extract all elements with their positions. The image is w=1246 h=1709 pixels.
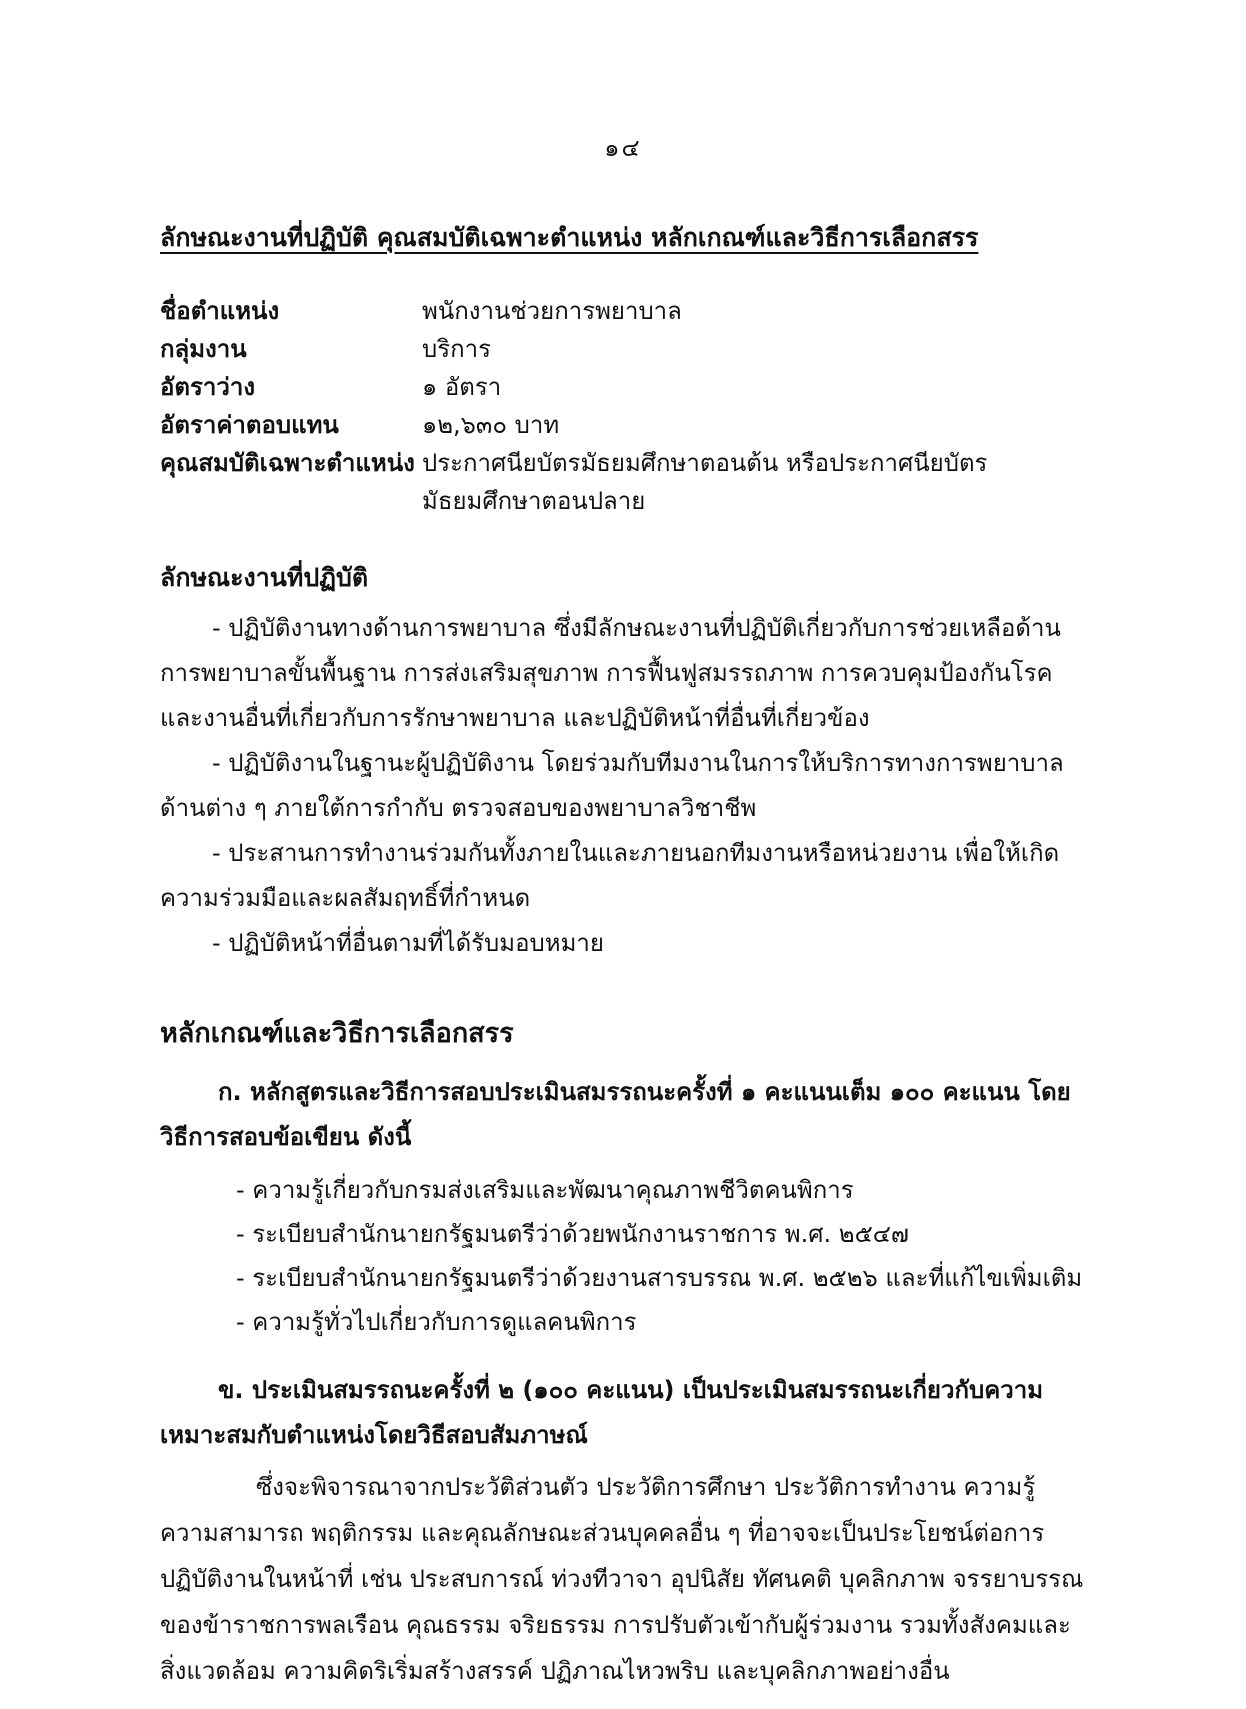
spacer <box>160 1344 1095 1354</box>
field-label: คุณสมบัติเฉพาะตำแหน่ง <box>160 449 415 477</box>
field-value: ๑ อัตรา <box>422 373 502 401</box>
field-label: อัตราว่าง <box>160 373 256 401</box>
field-value: ๑๒,๖๓๐ บาท <box>422 411 560 439</box>
exam-topic-item: - ความรู้ทั่วไปเกี่ยวกับการดูแลคนพิการ <box>236 1308 637 1336</box>
job-description-item: - ปฏิบัติหน้าที่อื่นตามที่ได้รับมอบหมาย <box>212 929 604 957</box>
field-value: ประกาศนียบัตรมัธยมศึกษาตอนต้น หรือประกาศนียบัตรมัธยมศึกษาตอนปลาย <box>422 449 988 515</box>
document-content <box>160 218 1095 1694</box>
job-description-item: - ปฏิบัติงานในฐานะผู้ปฏิบัติงาน โดยร่วมกับทีมงานในการให้บริการทางการพยาบาลด้านต่าง ๆ ภายใต้การกำกับ ตรวจสอบของพยาบาลวิชาชีพ <box>160 749 1064 822</box>
field-label: กลุ่มงาน <box>160 335 247 363</box>
field-row-salary <box>160 406 1095 444</box>
selection-criteria-heading: หลักเกณฑ์และวิธีการเลือกสรร <box>160 1018 514 1049</box>
page-number: ๑๔ <box>604 134 642 162</box>
selection-section-b-text: ข. ประเมินสมรรถนะครั้งที่ ๒ (๑๐๐ คะแนน) เป็นประเมินสมรรถนะเกี่ยวกับความเหมาะสมกับตำแหน่งโดยวิธีสอบสัมภาษณ์ <box>160 1376 1044 1449</box>
selection-section-b-detail: ซึ่งจะพิจารณาจากประวัติส่วนตัว ประวัติการศึกษา ประวัติการทำงาน ความรู้ ความสามารถ พฤติกรรม และคุณลักษณะส่วนบุคคลอื่น ๆ ที่อาจจะเป็นประโยชน์ต่อการปฏิบัติงานในหน้าที่ เช่น ประสบการณ์ ท่วงทีวาจา อุปนิสัย ทัศนคติ บุคลิกภาพ จรรยาบรรณของข้าราชการพลเรือน คุณธรรม จริยธรรม การปรับตัวเข้ากับผู้ร่วมงาน รวมทั้งสังคมและสิ่งแวดล้อม ความคิดริเริ่มสร้างสรรค์ ปฏิภาณไหวพริบ และบุคลิกภาพอย่างอื่น <box>160 1473 1084 1685</box>
field-value: พนักงานช่วยการพยาบาล <box>422 297 682 325</box>
exam-topic-item: - ระเบียบสำนักนายกรัฐมนตรีว่าด้วยพนักงานราชการ พ.ศ. ๒๕๔๗ <box>236 1220 909 1248</box>
job-description-heading: ลักษณะงานที่ปฏิบัติ <box>160 563 369 592</box>
exam-topic-item: - ความรู้เกี่ยวกับกรมส่งเสริมและพัฒนาคุณภาพชีวิตคนพิการ <box>236 1176 854 1204</box>
field-row-position-name <box>160 292 1095 330</box>
job-description-item: - ปฏิบัติงานทางด้านการพยาบาล ซึ่งมีลักษณะงานที่ปฏิบัติเกี่ยวกับการช่วยเหลือด้านการพยาบาลขั้นพื้นฐาน การส่งเสริมสุขภาพ การฟื้นฟูสมรรถภาพ การควบคุมป้องกันโรค และงานอื่นที่เกี่ยวกับการรักษาพยาบาล และปฏิบัติหน้าที่อื่นที่เกี่ยวข้อง <box>160 614 1061 732</box>
field-value: บริการ <box>422 335 492 363</box>
position-fields <box>160 292 1095 520</box>
field-label: อัตราค่าตอบแทน <box>160 411 339 439</box>
document-title: ลักษณะงานที่ปฏิบัติ คุณสมบัติเฉพาะตำแหน่ง หลักเกณฑ์และวิธีการเลือกสรร <box>160 223 979 252</box>
selection-section-a-text: ก. หลักสูตรและวิธีการสอบประเมินสมรรถนะครั้งที่ ๑ คะแนนเต็ม ๑๐๐ คะแนน โดยวิธีการสอบข้อเขียน ดังนี้ <box>160 1078 1071 1151</box>
exam-topic-item: - ระเบียบสำนักนายกรัฐมนตรีว่าด้วยงานสารบรรณ พ.ศ. ๒๕๒๖ และที่แก้ไขเพิ่มเติม <box>236 1264 1083 1292</box>
field-row-work-group <box>160 330 1095 368</box>
field-row-vacancies <box>160 368 1095 406</box>
field-row-qualifications <box>160 444 1095 520</box>
job-description-item: - ประสานการทำงานร่วมกันทั้งภายในและภายนอกทีมงานหรือหน่วยงาน เพื่อให้เกิดความร่วมมือและผลสัมฤทธิ์ที่กำหนด <box>160 839 1060 912</box>
selection-section-a-items <box>236 1168 1095 1344</box>
field-label: ชื่อตำแหน่ง <box>160 297 280 325</box>
